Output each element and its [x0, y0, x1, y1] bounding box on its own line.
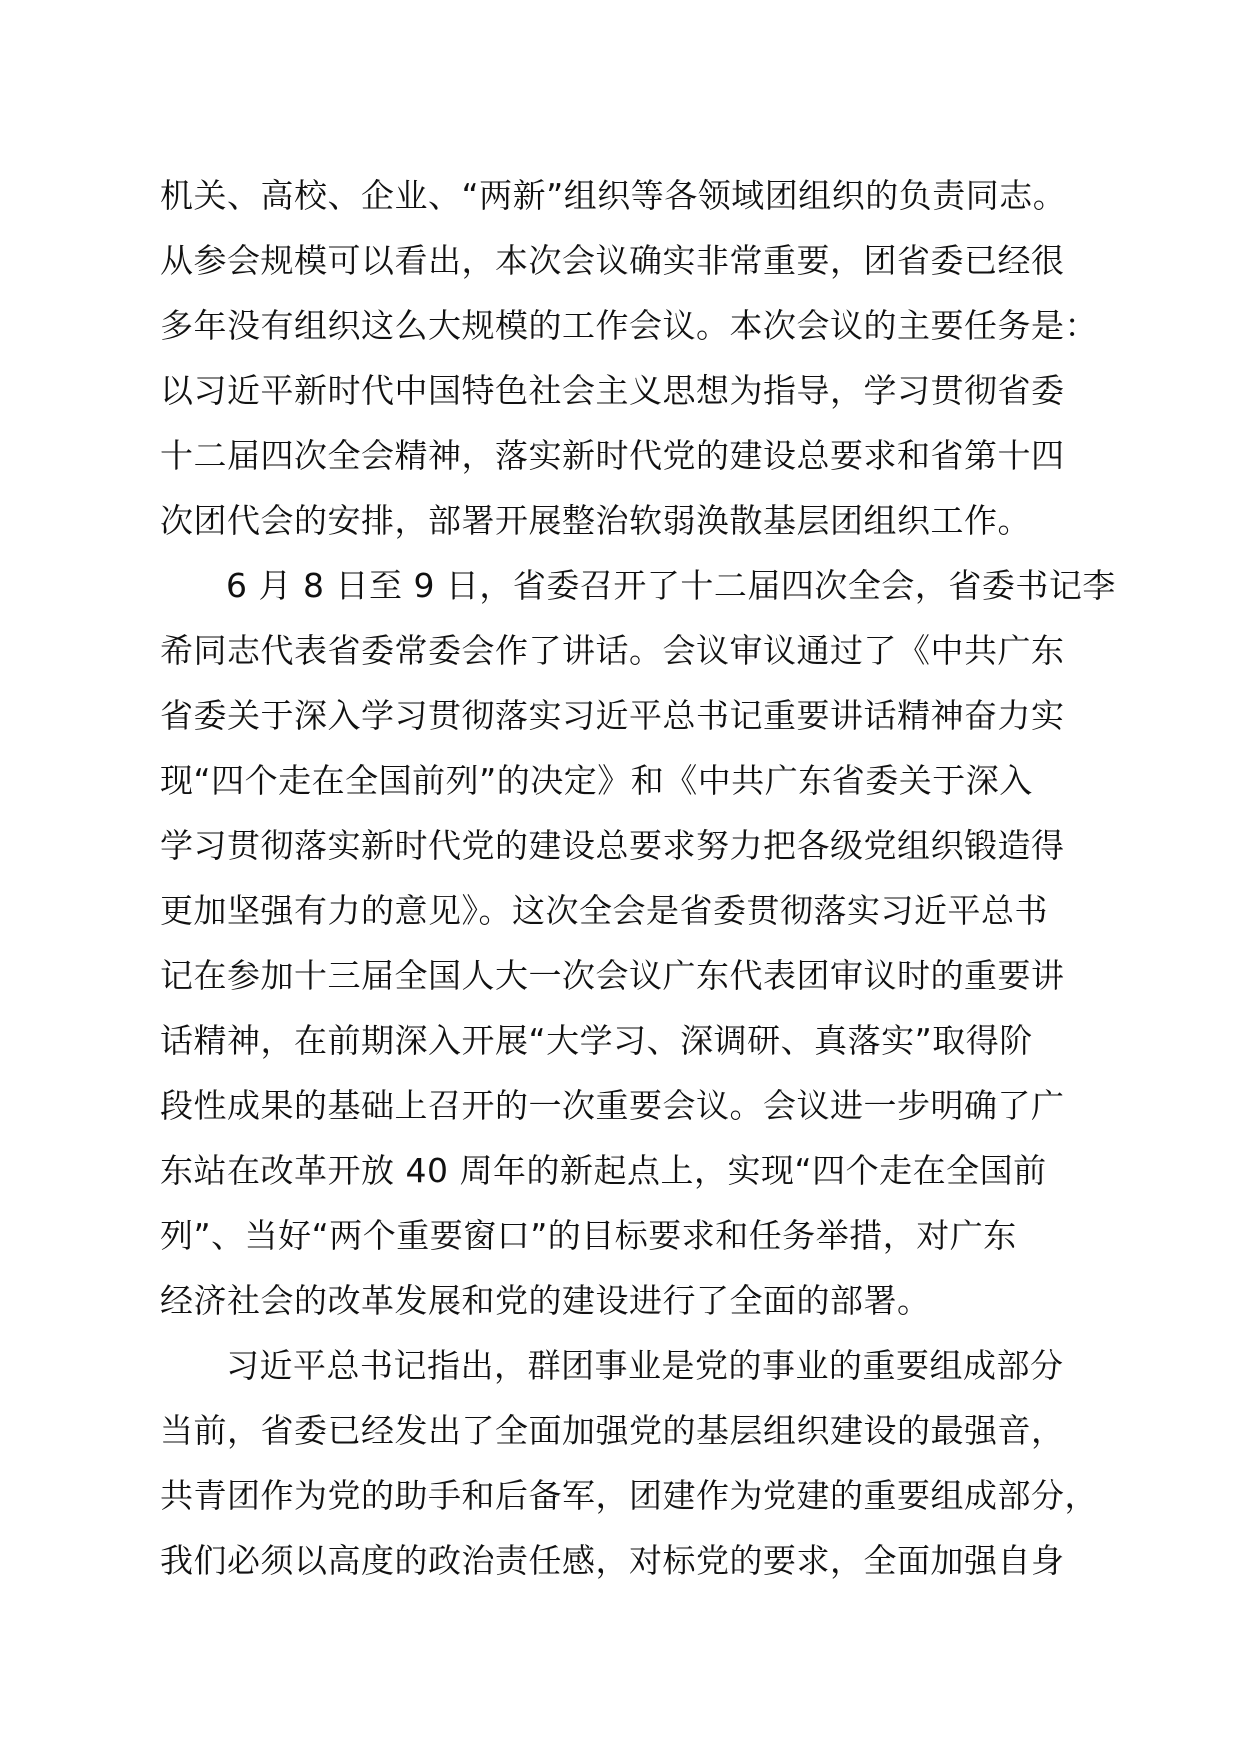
text-line: 现“四个走在全国前列”的决定》和《中共广东省委关于深入 — [160, 761, 1033, 800]
text-line: 东站在改革开放 40 周年的新起点上，实现“四个走在全国前 — [160, 1151, 1047, 1190]
paragraph-1 — [160, 163, 1120, 553]
text-line: 列”、当好“两个重要窗口”的目标要求和任务举措，对广东 — [160, 1216, 1017, 1255]
text-line: 共青团作为党的助手和后备军，团建作为党建的重要组成部分， — [160, 1476, 1098, 1515]
text-line: 话精神，在前期深入开展“大学习、深调研、真落实”取得阶 — [160, 1021, 1033, 1060]
text-line: 从参会规模可以看出，本次会议确实非常重要，团省委已经很 — [160, 241, 1065, 280]
paragraph-3 — [160, 1333, 1120, 1593]
text-line: 我们必须以高度的政治责任感，对标党的要求，全面加强自身 — [160, 1541, 1065, 1580]
text-line: 6 月 8 日至 9 日，省委召开了十二届四次全会，省委书记李 — [226, 566, 1116, 605]
text-line: 次团代会的安排，部署开展整治软弱涣散基层团组织工作。 — [160, 501, 1031, 540]
body-text — [160, 163, 1120, 1593]
text-line: 机关、高校、企业、“两新”组织等各领域团组织的负责同志。 — [160, 176, 1067, 215]
text-line: 段性成果的基础上召开的一次重要会议。会议进一步明确了广 — [160, 1086, 1065, 1125]
text-line: 记在参加十三届全国人大一次会议广东代表团审议时的重要讲 — [160, 956, 1065, 995]
text-line: 希同志代表省委常委会作了讲话。会议审议通过了《中共广东 — [160, 631, 1065, 670]
text-line: 更加坚强有力的意见》。这次全会是省委贯彻落实习近平总书 — [160, 891, 1048, 930]
text-line: 以习近平新时代中国特色社会主义思想为指导，学习贯彻省委 — [160, 371, 1065, 410]
paragraph-2 — [160, 553, 1120, 1333]
text-line: 习近平总书记指出，群团事业是党的事业的重要组成部分 — [226, 1346, 1064, 1385]
text-line: 学习贯彻落实新时代党的建设总要求努力把各级党组织锻造得 — [160, 826, 1065, 865]
text-line: 十二届四次全会精神，落实新时代党的建设总要求和省第十四 — [160, 436, 1065, 475]
text-line: 经济社会的改革发展和党的建设进行了全面的部署。 — [160, 1281, 931, 1320]
text-line: 多年没有组织这么大规模的工作会议。本次会议的主要任务是： — [160, 306, 1098, 345]
text-line: 当前，省委已经发出了全面加强党的基层组织建设的最强音， — [160, 1411, 1065, 1450]
text-line: 省委关于深入学习贯彻落实习近平总书记重要讲话精神奋力实 — [160, 696, 1065, 735]
